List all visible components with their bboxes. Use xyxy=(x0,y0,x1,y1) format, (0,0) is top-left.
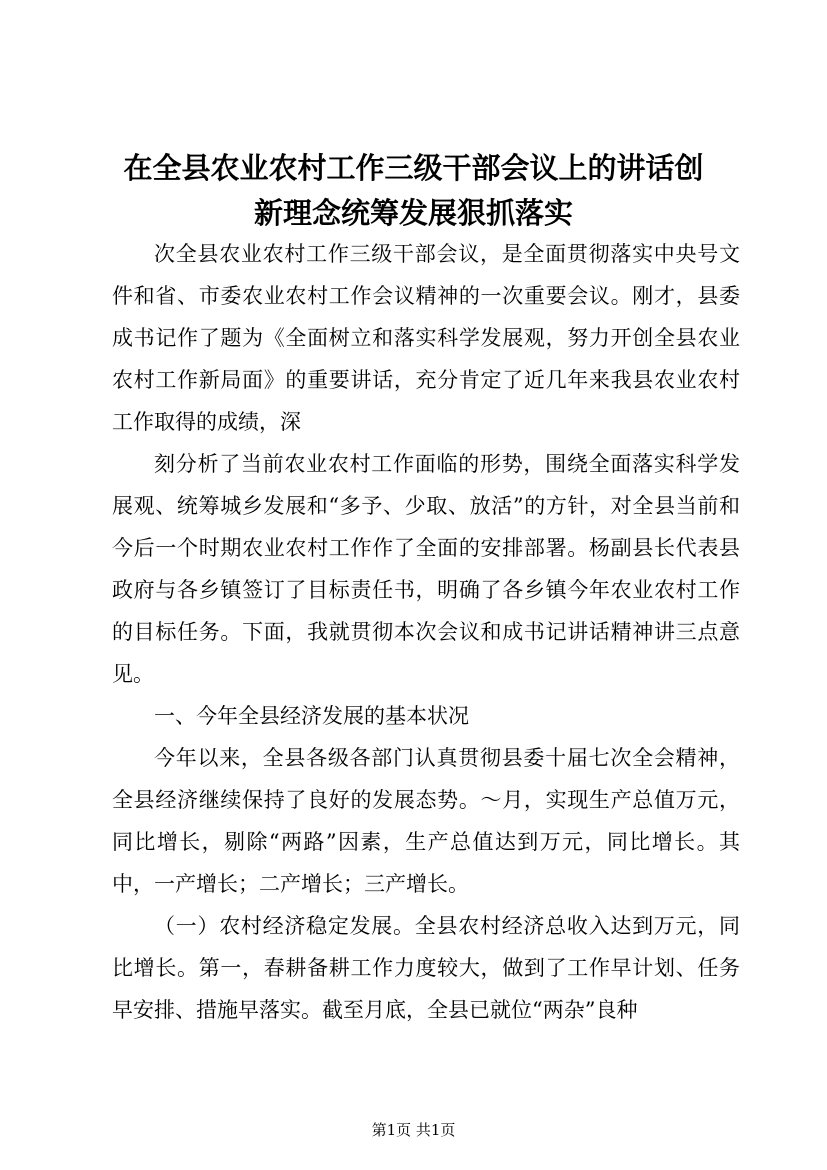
paragraph-3: 今年以来，全县各级各部门认真贯彻县委十届七次全会精神，全县经济继续保持了良好的发展态势。～月，实现生产总值万元，同比增长，剔除“两路”因素，生产总值达到万元，同比增长。其中，一产增长；二产增长；三产增长。 xyxy=(112,746,740,896)
page-number-footer: 第1页 共1页 xyxy=(371,1121,456,1139)
paragraph-4: （一）农村经济稳定发展。全县农村经济总收入达到万元，同比增长。第一，春耕备耕工作力度较大，做到了工作早计划、任务早安排、措施早落实。截至月底，全县已就位“两杂”良种 xyxy=(112,914,740,1022)
paragraph-2: 刻分析了当前农业农村工作面临的形势，围绕全面落实科学发展观、统筹城乡发展和“多予、少取、放活”的方针，对全县当前和今后一个时期农业农村工作作了全面的安排部署。杨副县长代表县政府与各乡镇签订了目标责任书，明确了各乡镇今年农业农村工作的目标任务。下面，我就贯彻本次会议和成书记讲话精神讲三点意见。 xyxy=(112,452,740,686)
section-heading: 一、今年全县经济发展的基本状况 xyxy=(154,704,469,728)
document-title-line-1: 在全县农业农村工作三级干部会议上的讲话创 xyxy=(123,151,704,185)
paragraph-1: 次全县农业农村工作三级干部会议，是全面贯彻落实中央号文件和省、市委农业农村工作会议精神的一次重要会议。刚才，县委成书记作了题为《全面树立和落实科学发展观，努力开创全县农业农村工作新局面》的重要讲话，充分肯定了近几年来我县农业农村工作取得的成绩，深 xyxy=(112,242,740,434)
document-title-line-2: 新理念统筹发展狠抓落实 xyxy=(253,196,573,230)
document-body xyxy=(112,233,740,1031)
